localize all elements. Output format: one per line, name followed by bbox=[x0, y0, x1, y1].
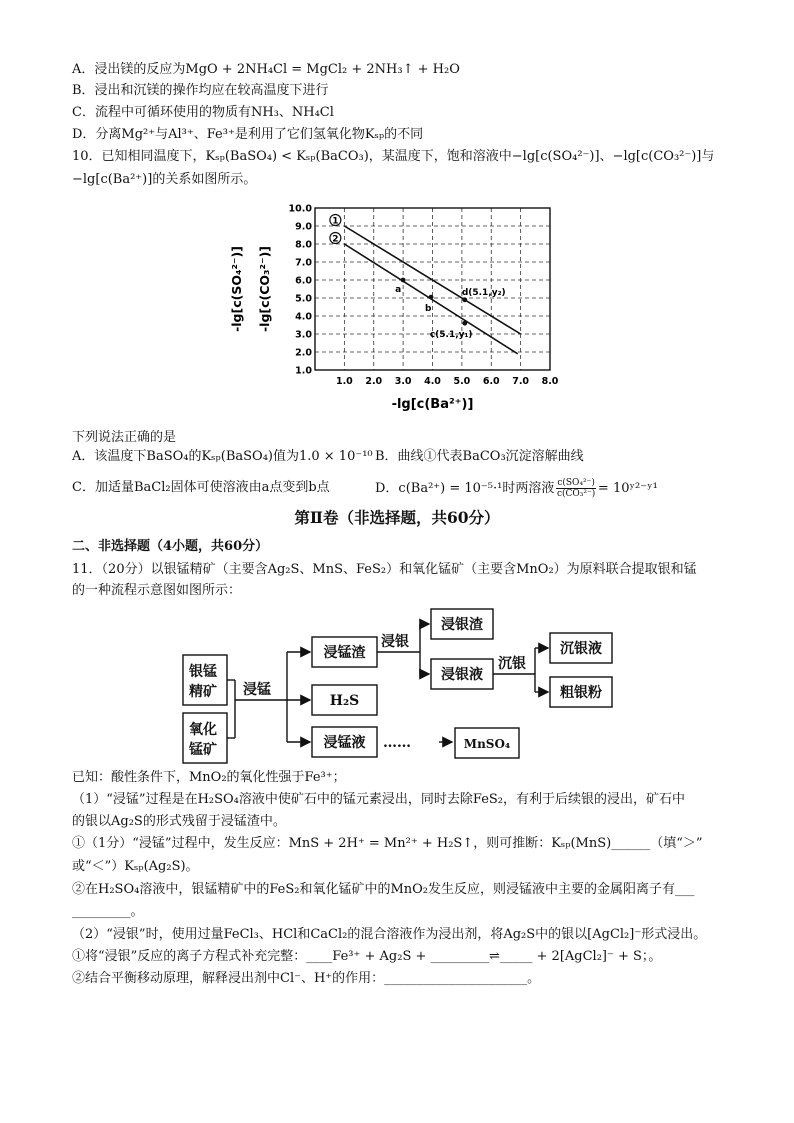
label-crude-ag: 粗银粉 bbox=[560, 685, 602, 701]
y-tick-label: 7.0 bbox=[295, 257, 312, 269]
data-point-label: d(5.1,y₂) bbox=[461, 287, 506, 298]
y-tick-label: 6.0 bbox=[295, 275, 312, 287]
y-axis-label-so4: -lg[c(SO₄²⁻)] bbox=[229, 246, 244, 332]
data-point bbox=[401, 278, 406, 283]
section-heading: 二、非选择题（4小题，共60分） bbox=[72, 539, 269, 554]
q11-p1-q1-line2: 或“＜”）Kₛₚ(Ag₂S)。 bbox=[72, 859, 199, 874]
q9-option-a: A．浸出镁的反应为MgO + 2NH₄Cl = MgCl₂ + 2NH₃↑ + H₂O bbox=[72, 62, 460, 77]
label-step2: 浸银 bbox=[381, 634, 409, 650]
data-point bbox=[462, 321, 467, 326]
q10-option-c: C．加适量BaCl₂固体可使溶液由a点变到b点 bbox=[72, 480, 330, 495]
x-tick-label: 6.0 bbox=[482, 376, 500, 387]
q11-p1-q2-line1: ②在H₂SO₄溶液中，银锰精矿中的FeS₂和氧化锰矿中的MnO₂发生反应，则浸锰液中主要的金属阳离子有___ bbox=[72, 882, 695, 897]
label-dots: …… bbox=[383, 735, 411, 751]
y-tick-label: 9.0 bbox=[295, 221, 312, 233]
curve-label-1: 1 bbox=[332, 216, 339, 227]
q11-p1-line1: （1）“浸锰”过程是在H₂SO₄溶液中使矿石中的锰元素浸出，同时去除FeS₂，有利于后续银的浸出，矿石中 bbox=[72, 792, 686, 807]
label-in1-bottom: 精矿 bbox=[189, 684, 217, 700]
volume-title: 第Ⅱ卷（非选择题，共60分） bbox=[294, 508, 500, 527]
label-in1-top: 银锰 bbox=[189, 664, 217, 680]
solubility-chart bbox=[225, 198, 575, 423]
x-tick-label: 2.0 bbox=[365, 376, 383, 387]
q10-stem-line1: 10．已知相同温度下，Kₛₚ(BaSO₄) < Kₛₚ(BaCO₃)，某温度下，饱和溶液中−lg[c(SO₄²⁻)]、−lg[c(CO₃²⁻)]与 bbox=[72, 149, 715, 164]
curve-label-2: 2 bbox=[332, 234, 339, 245]
q11-intro-line1: 11．（20分）以银锰精矿（主要含Ag₂S、MnS、FeS₂）和氧化锰矿（主要含MnO₂）为原料联合提取银和锰 bbox=[72, 562, 697, 577]
label-step3: 沉银 bbox=[498, 656, 526, 672]
data-point bbox=[462, 297, 467, 302]
x-axis-label: -lg[c(Ba²⁺)] bbox=[391, 397, 474, 412]
q10-option-b: B．曲线①代表BaCO₃沉淀溶解曲线 bbox=[375, 449, 584, 464]
q11-known: 已知：酸性条件下，MnO₂的氧化性强于Fe³⁺； bbox=[72, 770, 346, 785]
x-tick-label: 5.0 bbox=[453, 376, 471, 387]
q9-option-b: B．浸出和沉镁的操作均应在较高温度下进行 bbox=[72, 83, 329, 98]
data-point bbox=[429, 295, 434, 300]
data-point-label: c(5.1,y₁) bbox=[429, 330, 473, 341]
y-tick-label: 4.0 bbox=[295, 311, 312, 323]
label-h2s: H₂S bbox=[329, 693, 360, 709]
q11-intro-line2: 的一种流程示意图如图所示： bbox=[72, 583, 242, 598]
label-ag-residue: 浸银渣 bbox=[441, 617, 483, 633]
x-tick-label: 3.0 bbox=[394, 376, 412, 387]
curve-line-1 bbox=[344, 226, 520, 334]
label-step1: 浸锰 bbox=[243, 682, 271, 698]
label-mnso4: MnSO₄ bbox=[463, 737, 511, 751]
q10-option-d bbox=[375, 478, 658, 499]
label-precip-liquid: 沉银液 bbox=[560, 641, 602, 657]
q10-stem-line2: −lg[c(Ba²⁺)]的关系如图所示。 bbox=[72, 172, 257, 187]
label-mn-residue: 浸锰渣 bbox=[323, 645, 366, 661]
label-ag-liquid: 浸银液 bbox=[441, 667, 483, 683]
q11-p1-line2: 的银以Ag₂S的形式残留于浸锰渣中。 bbox=[72, 814, 286, 829]
fraction-numerator: c(SO₄²⁻) bbox=[557, 478, 595, 488]
x-tick-label: 1.0 bbox=[335, 376, 353, 387]
q9-option-d: D．分离Mg²⁺与Al³⁺、Fe³⁺是利用了它们氢氧化物Kₛₚ的不同 bbox=[72, 127, 424, 142]
x-tick-label: 8.0 bbox=[541, 376, 559, 387]
q11-p2-line1: （2）“浸银”时，使用过量FeCl₃、HCl和CaCl₂的混合溶液作为浸出剂，将Ag₂S中的银以[AgCl₂]⁻形式浸出。 bbox=[72, 927, 707, 942]
x-tick-label: 4.0 bbox=[424, 376, 441, 387]
q10-option-d-text: D．c(Ba²⁺) = 10⁻⁵·¹时两溶液 bbox=[375, 480, 555, 496]
y-tick-label: 3.0 bbox=[295, 329, 312, 341]
data-point-label: a bbox=[395, 285, 402, 295]
q11-p1-q1-line1: ①（1分）“浸锰”过程中，发生反应：MnS + 2H⁺ = Mn²⁺ + H₂S↑，则可推断：Kₛₚ(MnS)______（填“＞” bbox=[72, 836, 703, 851]
y-tick-label: 8.0 bbox=[295, 239, 312, 251]
q10-option-d-rhs: = 10ʸ²⁻ʸ¹ bbox=[597, 480, 658, 496]
q10-option-d-fraction bbox=[556, 478, 596, 499]
q11-p2-q1: ①将“浸银”反应的离子方程式补充完整：____Fe³⁺ + Ag₂S + _________⇌_____ + 2[AgCl₂]⁻ + S；。 bbox=[72, 949, 662, 964]
q11-p1-q2-line2: _________。 bbox=[72, 904, 144, 919]
y-axis-label-co3: -lg[c(CO₃²⁻)] bbox=[257, 245, 272, 333]
label-mn-liquid: 浸锰液 bbox=[323, 735, 366, 751]
label-in2-top: 氧化 bbox=[189, 722, 217, 738]
x-tick-label: 7.0 bbox=[512, 376, 530, 387]
q9-option-c: C．流程中可循环使用的物质有NH₃、NH₄Cl bbox=[72, 105, 334, 120]
q10-question: 下列说法正确的是 bbox=[72, 430, 177, 445]
y-tick-label: 10.0 bbox=[288, 203, 312, 215]
data-point-label: b bbox=[425, 304, 432, 315]
y-tick-label: 1.0 bbox=[295, 365, 312, 377]
process-flowchart bbox=[0, 600, 794, 770]
label-in2-bottom: 锰矿 bbox=[189, 742, 217, 758]
q10-option-a: A．该温度下BaSO₄的Kₛₚ(BaSO₄)值为1.0 × 10⁻¹⁰ bbox=[72, 449, 373, 464]
fraction-denominator: c(CO₃²⁻) bbox=[556, 489, 596, 499]
y-tick-label: 2.0 bbox=[295, 347, 312, 359]
q11-p2-q2: ②结合平衡移动原理，解释浸出剂中Cl⁻、H⁺的作用：______________________。 bbox=[72, 971, 541, 986]
y-tick-label: 5.0 bbox=[295, 293, 312, 305]
